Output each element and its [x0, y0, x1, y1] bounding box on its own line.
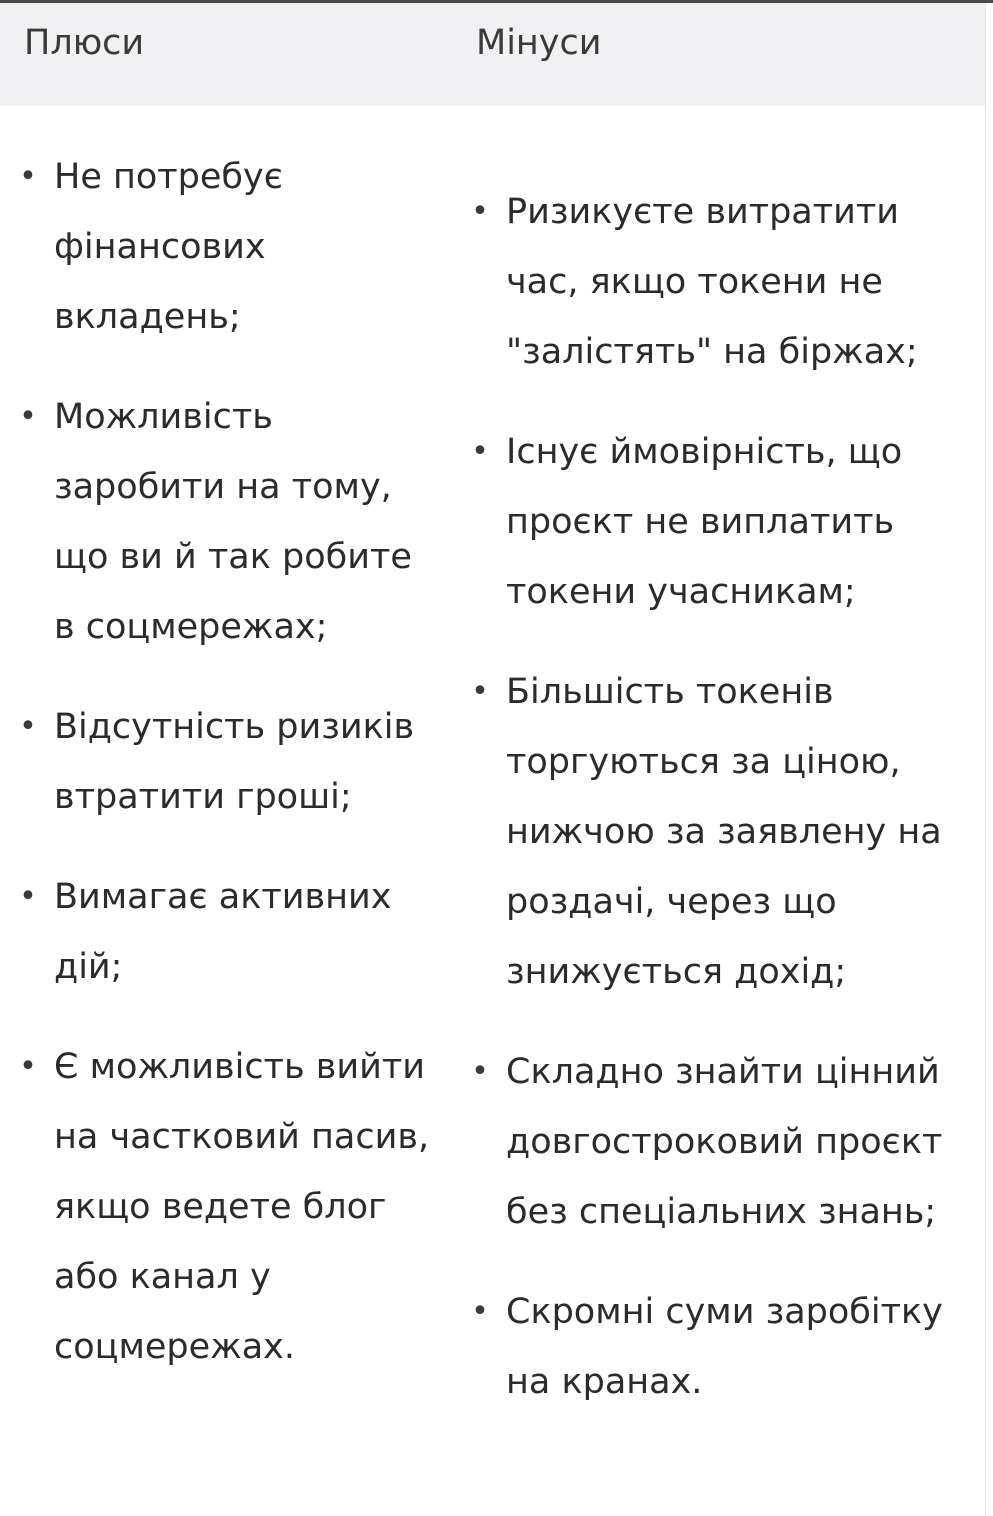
pros-item: [18, 862, 438, 1002]
pros-item-text: Відсутність ризиків втратити гроші;: [54, 707, 415, 817]
bullet-icon: •: [471, 1054, 489, 1089]
cons-item: [470, 1277, 975, 1417]
pros-item: [18, 692, 438, 832]
cons-item-text: Існує ймовірність, що проєкт не виплатить токени учасникам;: [506, 432, 903, 612]
pros-item-text: Вимагає активних дій;: [54, 877, 392, 987]
bullet-icon: •: [19, 159, 37, 194]
bullet-icon: •: [19, 1049, 37, 1084]
bullet-icon: •: [471, 194, 489, 229]
bullet-icon: •: [471, 674, 489, 709]
cons-list: [470, 177, 975, 1447]
cons-item-text: Більшість токенів торгуються за ціною, нижчою за заявлену на роздачі, через що знижується дохід;: [506, 672, 942, 992]
pros-list: [18, 142, 438, 1412]
cons-item-text: Скромні суми заробітку на кранах.: [506, 1292, 943, 1402]
table-right-border: [985, 3, 986, 1516]
pros-item: [18, 382, 438, 662]
cons-item-text: Складно знайти цінний довгостроковий проєкт без спеціальних знань;: [506, 1052, 943, 1232]
table-header: [0, 3, 985, 106]
pros-item-text: Можливість заробити на тому, що ви й так робите в соцмережах;: [54, 397, 412, 647]
bullet-icon: •: [19, 709, 37, 744]
bullet-icon: •: [19, 399, 37, 434]
header-pros: Плюси: [24, 23, 145, 63]
header-cons: Мінуси: [476, 23, 602, 63]
cons-item: [470, 417, 975, 627]
cons-item: [470, 177, 975, 387]
bullet-icon: •: [19, 879, 37, 914]
cons-item: [470, 657, 975, 1007]
bullet-icon: •: [471, 434, 489, 469]
pros-item: [18, 142, 438, 352]
pros-item: [18, 1032, 438, 1382]
pros-cons-table: [0, 3, 985, 1516]
bullet-icon: •: [471, 1294, 489, 1329]
pros-item-text: Не потребує фінансових вкладень;: [54, 157, 283, 337]
cons-item-text: Ризикуєте витратити час, якщо токени не "залістять" на біржах;: [506, 192, 918, 372]
pros-item-text: Є можливість вийти на частковий пасив, якщо ведете блог або канал у соцмережах.: [54, 1047, 430, 1367]
cons-item: [470, 1037, 975, 1247]
